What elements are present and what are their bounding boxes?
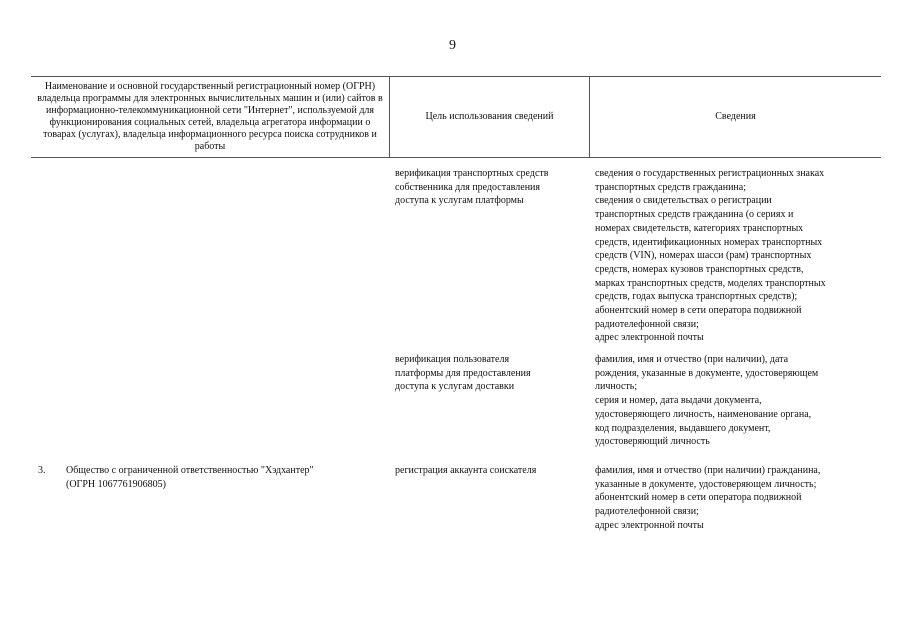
row-3-number: 3. bbox=[38, 465, 46, 476]
header-info-label: Сведения bbox=[715, 111, 756, 122]
row-2-purpose: верификация пользователя платформы для предоставления доступа к услугам доставки bbox=[395, 354, 531, 393]
row-2-info: фамилия, имя и отчество (при наличии), дата рождения, указанные в документе, удостоверяющем личность; серия и номер, дата выдачи документа, удостоверяющего личность, наименование органа, код подразделения, выдавшего документ, удостоверяющий личность bbox=[595, 354, 819, 448]
row-1-purpose: верификация транспортных средств собственника для предоставления доступа к услугам платформы bbox=[395, 168, 549, 207]
header-purpose-column bbox=[389, 76, 589, 158]
header-owner-label: Наименование и основной государственный регистрационный номер (ОГРН) владельца программы для электронных вычислительных машин и (или) сайтов в информационно-телекоммуникационной сети "Интернет", используемой для функционирования социальных сетей, владельца агрегатора информации о товарах (услугах), владельца информационного ресурса поиска сотрудников и работы bbox=[37, 81, 383, 152]
row-3-purpose: регистрация аккаунта соискателя bbox=[395, 465, 537, 476]
row-1-info: сведения о государственных регистрационных знаках транспортных средств гражданина; сведения о свидетельствах о регистрации транспортных средств гражданина (о сериях и номерах свидетельств, категориях транспортных средств, идентификационных номерах транспортных средств (VIN), номерах шасси (рам) транспортных средств, номерах кузовов транспортных средств, марках транспортных средств, моделях транспортных средств, годах выпуска транспортных средств); абонентский номер в сети оператора подвижной радиотелефонной связи; адрес электронной почты bbox=[595, 168, 826, 344]
header-purpose-label: Цель использования сведений bbox=[425, 111, 554, 122]
row-3-owner: Общество с ограниченной ответственностью "Хэдхантер" (ОГРН 1067761906805) bbox=[66, 465, 314, 490]
page-number: 9 bbox=[449, 38, 456, 53]
header-info-column bbox=[589, 76, 881, 158]
row-3-info: фамилия, имя и отчество (при наличии) гражданина, указанные в документе, удостоверяющем личность; абонентский номер в сети оператора подвижной радиотелефонной связи; адрес электронной почты bbox=[595, 465, 821, 531]
header-owner-column bbox=[31, 76, 389, 158]
